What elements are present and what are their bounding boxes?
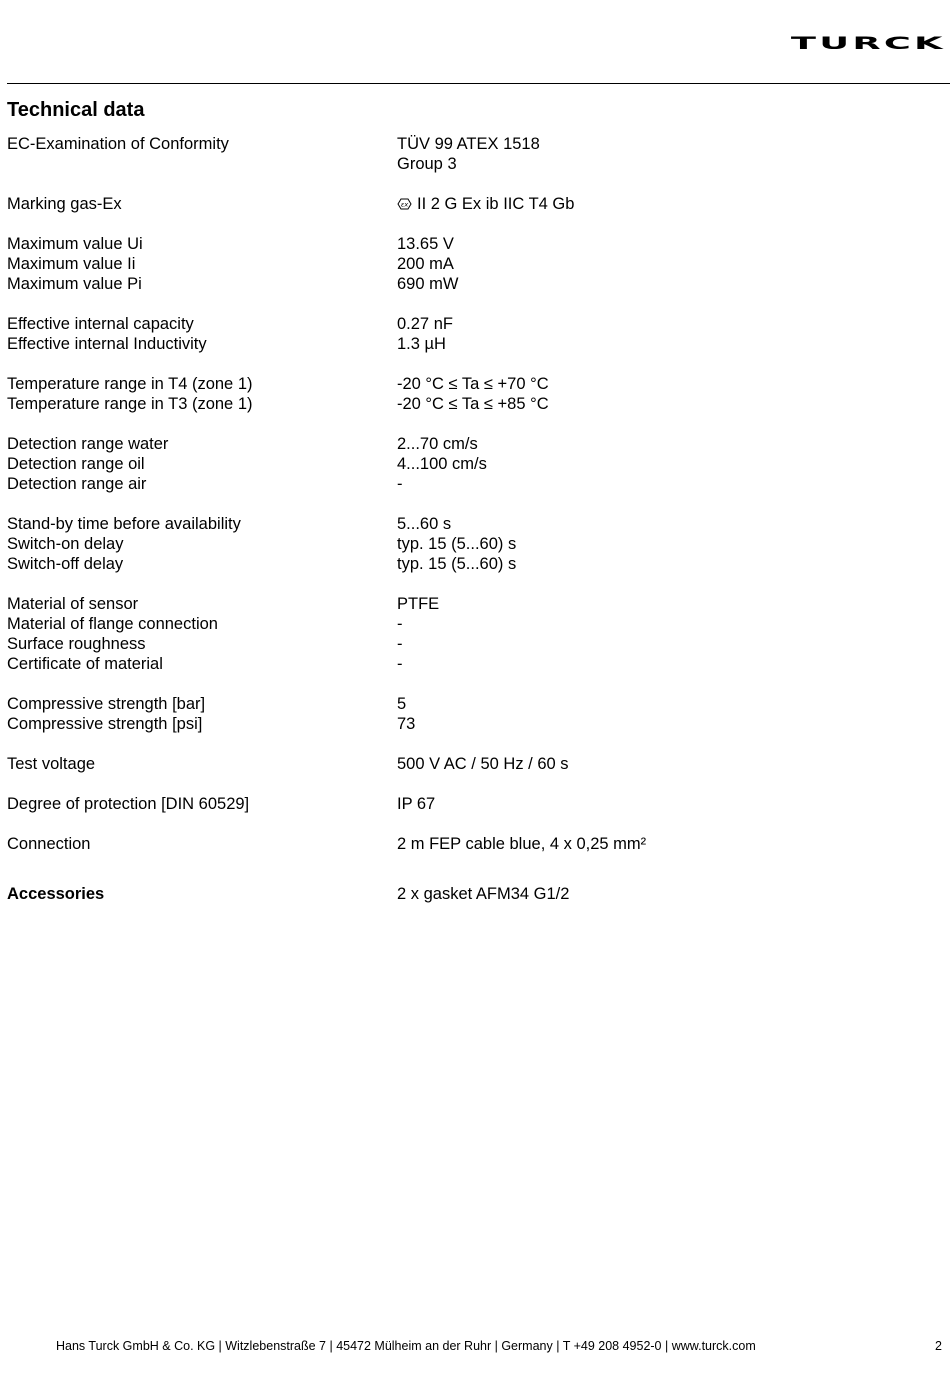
row-value-text: 0.27 nF bbox=[397, 315, 453, 333]
row-value bbox=[397, 374, 549, 394]
row-value-text: 5...60 s bbox=[397, 515, 452, 533]
row-value-text: 2 m FEP cable blue, 4 x 0,25 mm² bbox=[397, 835, 647, 853]
row-value-text: 4...100 cm/s bbox=[397, 455, 487, 473]
row-value-text: typ. 15 (5...60) s bbox=[397, 555, 517, 573]
row-value bbox=[397, 454, 487, 474]
header-rule bbox=[7, 83, 950, 84]
row-label: EC-Examination of Conformity bbox=[7, 135, 229, 153]
svg-text:εx: εx bbox=[400, 200, 409, 209]
row-value bbox=[397, 254, 454, 274]
row-value bbox=[397, 274, 458, 294]
row-label: Test voltage bbox=[7, 755, 96, 773]
row-value bbox=[397, 834, 646, 854]
row-label: Surface roughness bbox=[7, 635, 146, 653]
row-value bbox=[397, 694, 406, 714]
row-label: Switch-on delay bbox=[7, 535, 124, 553]
page-number: 2 bbox=[935, 1339, 942, 1353]
row-value bbox=[397, 194, 574, 214]
row-value-text: -20 °C ≤ Ta ≤ +70 °C bbox=[397, 375, 549, 393]
row-value bbox=[397, 134, 540, 154]
row-label: Degree of protection [DIN 60529] bbox=[7, 795, 250, 813]
row-value-text: 2...70 cm/s bbox=[397, 435, 478, 453]
row-value bbox=[397, 754, 569, 774]
row-value-text: 500 V AC / 50 Hz / 60 s bbox=[397, 755, 569, 773]
row-value bbox=[397, 474, 403, 494]
row-value bbox=[397, 334, 446, 354]
row-label: Connection bbox=[7, 835, 91, 853]
row-label: Effective internal Inductivity bbox=[7, 335, 207, 353]
row-label: Maximum value Pi bbox=[7, 275, 142, 293]
row-value-text: 13.65 V bbox=[397, 235, 454, 253]
row-label: Certificate of material bbox=[7, 655, 163, 673]
row-value bbox=[397, 634, 403, 654]
row-value-text: 200 mA bbox=[397, 255, 454, 273]
row-value-text: - bbox=[397, 635, 403, 653]
row-label: Maximum value Ui bbox=[7, 235, 143, 253]
row-value bbox=[397, 654, 403, 674]
row-label: Detection range water bbox=[7, 435, 169, 453]
row-label: Accessories bbox=[7, 885, 105, 903]
page-title: Technical data bbox=[7, 99, 145, 121]
row-label: Marking gas-Ex bbox=[7, 195, 122, 213]
row-value-text: 2 x gasket AFM34 G1/2 bbox=[397, 885, 570, 903]
ex-icon bbox=[397, 198, 412, 210]
row-value bbox=[397, 794, 435, 814]
row-value bbox=[397, 314, 453, 334]
row-label: Material of flange connection bbox=[7, 615, 218, 633]
logo-text: TURCK bbox=[791, 34, 946, 54]
row-value-text: TÜV 99 ATEX 1518 bbox=[397, 135, 540, 153]
row-value-text: 5 bbox=[397, 695, 407, 713]
row-value-text: IP 67 bbox=[397, 795, 436, 813]
row-label: Detection range air bbox=[7, 475, 147, 493]
row-value bbox=[397, 394, 549, 414]
row-value bbox=[397, 534, 516, 554]
row-value-text: - bbox=[397, 615, 403, 633]
row-label: Detection range oil bbox=[7, 455, 145, 473]
row-label: Switch-off delay bbox=[7, 555, 124, 573]
row-label: Material of sensor bbox=[7, 595, 139, 613]
footer-address: Hans Turck GmbH & Co. KG | Witzlebenstraße 7 | 45472 Mülheim an der Ruhr | Germany | T +49 208 4952-0 | www.turck.com bbox=[56, 1339, 756, 1353]
row-value bbox=[397, 554, 516, 574]
row-value bbox=[397, 594, 439, 614]
row-value bbox=[397, 434, 478, 454]
row-label: Temperature range in T4 (zone 1) bbox=[7, 375, 253, 393]
row-value bbox=[397, 614, 403, 634]
row-value bbox=[397, 234, 454, 254]
row-value-text: 690 mW bbox=[397, 275, 459, 293]
row-value-text: Group 3 bbox=[397, 155, 457, 173]
row-label: Temperature range in T3 (zone 1) bbox=[7, 395, 253, 413]
row-value-text: -20 °C ≤ Ta ≤ +85 °C bbox=[397, 395, 549, 413]
row-label: Effective internal capacity bbox=[7, 315, 194, 333]
row-value-text: typ. 15 (5...60) s bbox=[397, 535, 517, 553]
row-value bbox=[397, 884, 569, 904]
row-value-text: PTFE bbox=[397, 595, 440, 613]
row-label: Compressive strength [psi] bbox=[7, 715, 203, 733]
row-value bbox=[397, 714, 415, 734]
row-label: Compressive strength [bar] bbox=[7, 695, 206, 713]
turck-logo bbox=[791, 34, 946, 58]
row-value-text: II 2 G Ex ib IIC T4 Gb bbox=[417, 195, 575, 213]
row-label: Stand-by time before availability bbox=[7, 515, 241, 533]
row-value-text: 1.3 µH bbox=[397, 335, 446, 353]
row-value-text: - bbox=[397, 655, 403, 673]
row-value bbox=[397, 154, 457, 174]
row-label: Maximum value Ii bbox=[7, 255, 136, 273]
row-value-text: - bbox=[397, 475, 403, 493]
row-value bbox=[397, 514, 451, 534]
row-value-text: 73 bbox=[397, 715, 416, 733]
